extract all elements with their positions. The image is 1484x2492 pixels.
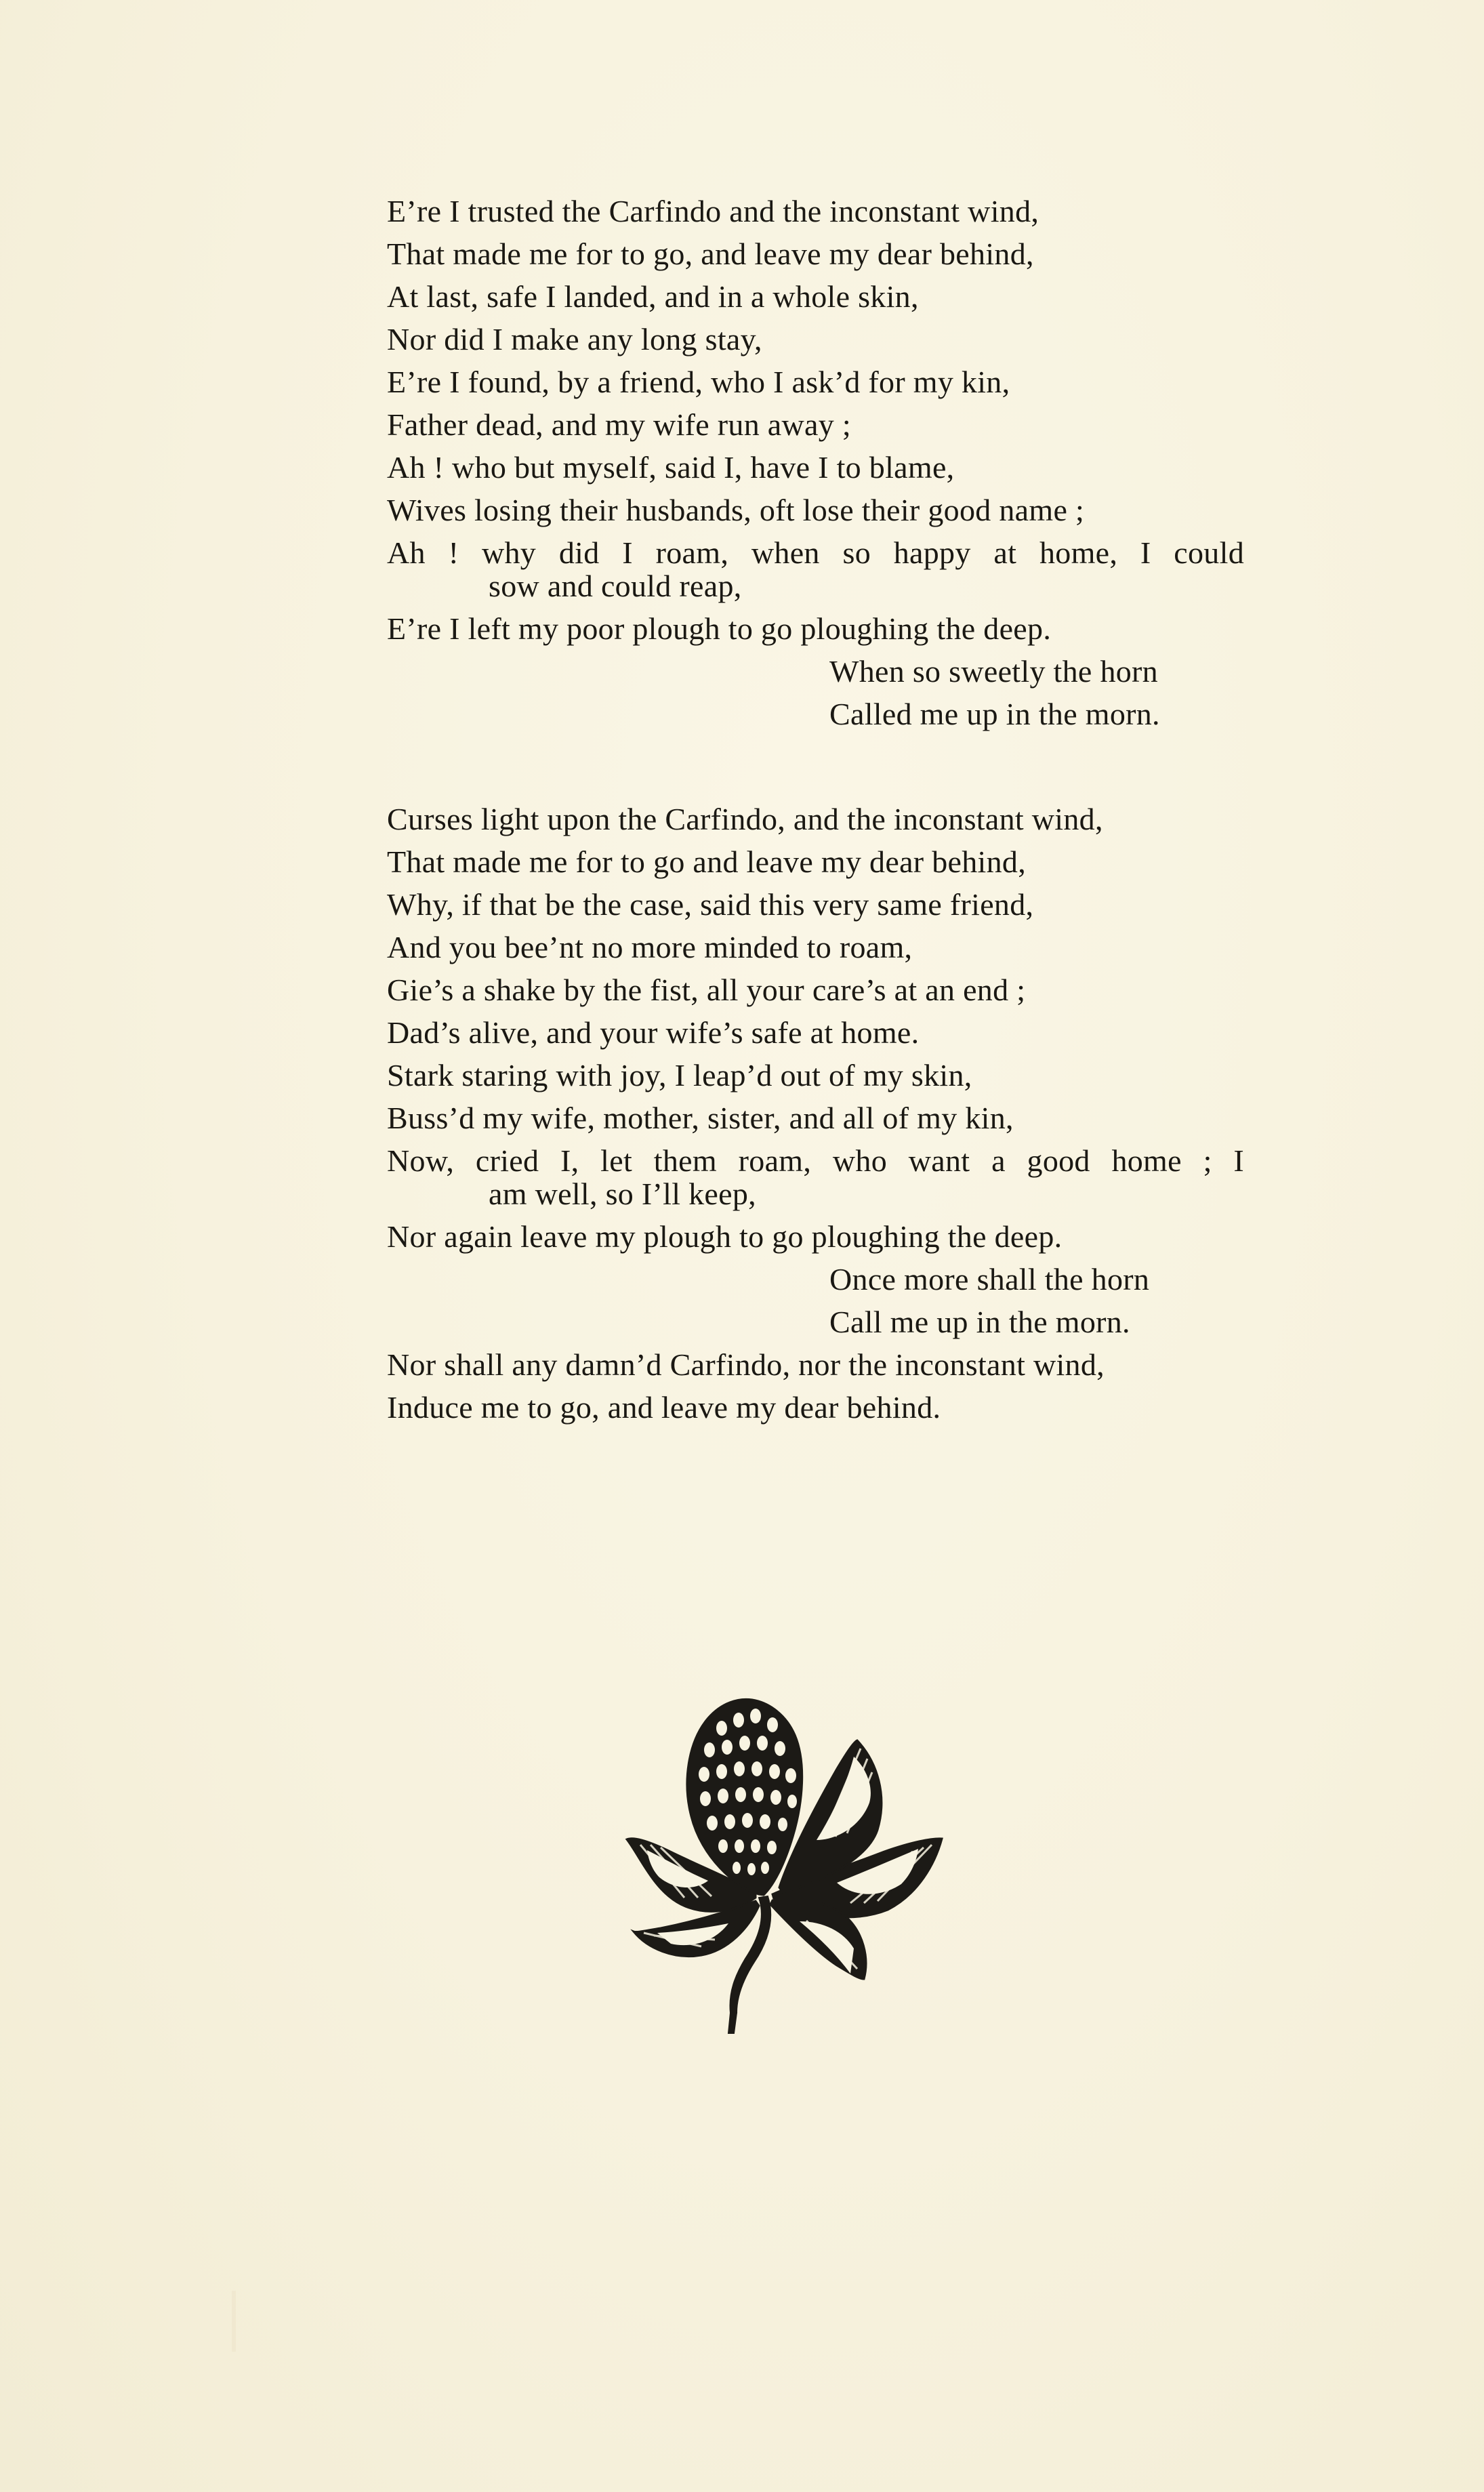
poem-line: Nor shall any damn’d Carfindo, nor the inconstant wind,: [387, 1347, 1105, 1382]
clover-flower-woodcut-icon: [620, 1694, 966, 2047]
poem-line: Ah ! who but myself, said I, have I to blame,: [387, 450, 955, 485]
poem-line: And you bee’nt no more minded to roam,: [387, 930, 913, 964]
poem-line: Dad’s alive, and your wife’s safe at home.: [387, 1015, 920, 1050]
poem-line: That made me for to go and leave my dear behind,: [387, 844, 1027, 879]
poem-line: E’re I trusted the Carfindo and the inconstant wind,: [387, 194, 1039, 228]
poem-refrain-line: Called me up in the morn.: [829, 697, 1160, 731]
poem-line: That made me for to go, and leave my dear behind,: [387, 237, 1034, 271]
paper-mark: [232, 2291, 236, 2352]
poem-line: Nor again leave my plough to go ploughing the deep.: [387, 1219, 1063, 1254]
poem-line: Induce me to go, and leave my dear behind.: [387, 1390, 941, 1425]
poem-line: Buss’d my wife, mother, sister, and all of my kin,: [387, 1101, 1014, 1135]
poem-line: At last, safe I landed, and in a whole skin,: [387, 279, 919, 314]
poem-line: Now, cried I, let them roam, who want a good home ; I: [387, 1143, 1244, 1178]
poem-stanza-2: [387, 798, 1322, 1429]
poem-line: Why, if that be the case, said this very same friend,: [387, 887, 1034, 922]
poem-line: Gie’s a shake by the fist, all your care’s at an end ;: [387, 973, 1026, 1007]
poem-refrain-line: When so sweetly the horn: [829, 654, 1158, 689]
poem-refrain-line: Call me up in the morn.: [829, 1305, 1130, 1339]
poem-refrain-line: Once more shall the horn: [829, 1262, 1150, 1296]
poem-line: Ah ! why did I roam, when so happy at home, I could: [387, 535, 1244, 570]
poem-line: Wives losing their husbands, oft lose their good name ;: [387, 493, 1085, 527]
poem-line: Nor did I make any long stay,: [387, 322, 762, 356]
poem-line-continuation: sow and could reap,: [489, 569, 742, 603]
poem-line: Curses light upon the Carfindo, and the inconstant wind,: [387, 802, 1103, 836]
poem-line: E’re I left my poor plough to go ploughing the deep.: [387, 611, 1052, 646]
poem-line-continuation: am well, so I’ll keep,: [489, 1177, 756, 1211]
poem-line: Stark staring with joy, I leap’d out of my skin,: [387, 1058, 972, 1092]
poem-line: Father dead, and my wife run away ;: [387, 407, 851, 442]
poem-stanza-1: [387, 190, 1322, 735]
poem-line: E’re I found, by a friend, who I ask’d for my kin,: [387, 365, 1010, 399]
